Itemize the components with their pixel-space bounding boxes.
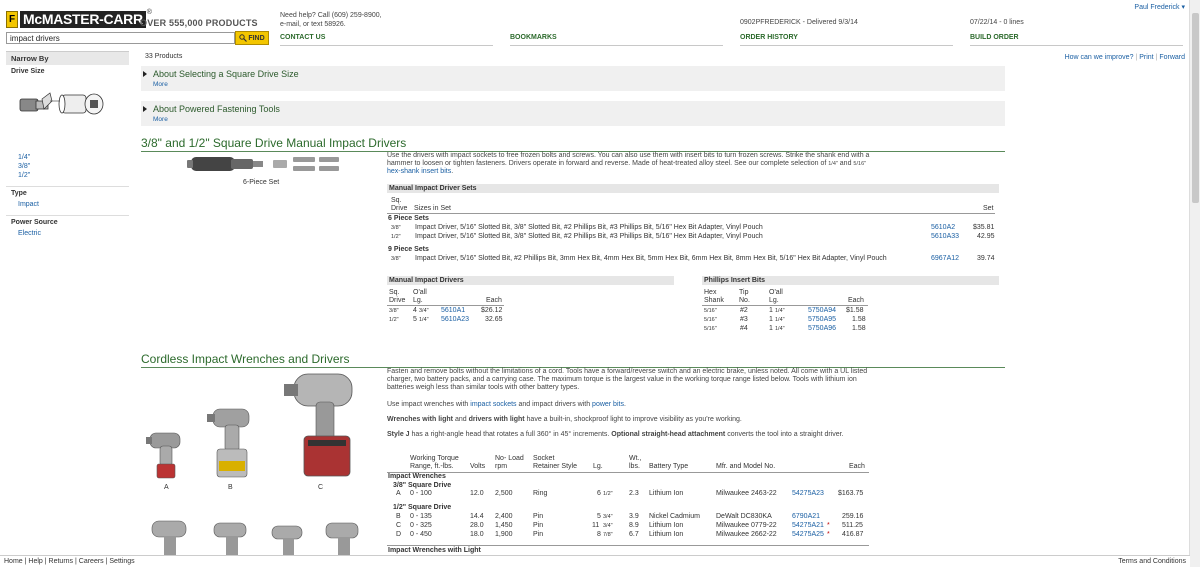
find-label: FIND [248, 34, 265, 42]
table-row[interactable] [387, 316, 507, 325]
nav-build-order[interactable] [970, 34, 1183, 46]
image-caption: B [228, 484, 233, 491]
cell-style: C [396, 522, 402, 529]
impact-wrench-a-image[interactable] [146, 430, 186, 482]
part-number-link[interactable]: 5750A94 [808, 307, 837, 314]
product-count: 33 Products [145, 53, 183, 60]
cell-retainer: Pin [533, 513, 544, 520]
part-number-link[interactable]: 5610A2 [931, 224, 956, 231]
cell-tip: #3 [740, 316, 748, 323]
col-each: Each [486, 297, 502, 304]
cell-volts: 28.0 [470, 522, 484, 529]
cell-style: A [396, 490, 401, 497]
filter-power-electric[interactable]: Electric [18, 230, 41, 237]
cell-battery: Lithium Ion [649, 522, 684, 529]
cell-range: 0 - 450 [410, 531, 432, 538]
cell-weight: 8.9 [629, 522, 639, 529]
col-tip: Tip [739, 289, 749, 296]
filter-drive-3-8[interactable]: 3/8" [18, 163, 31, 170]
table-row[interactable] [387, 233, 997, 242]
cell-retainer: Pin [533, 531, 544, 538]
mcmaster-logo[interactable] [6, 9, 152, 29]
logo-mark: F [6, 11, 18, 28]
table-row[interactable] [387, 224, 997, 233]
table-row[interactable] [702, 325, 870, 334]
nav-label: BUILD ORDER [970, 34, 1019, 41]
cell-sizes: Impact Driver, 5/16" Slotted Bit, #2 Phillips Bit, 3mm Hex Bit, 4mm Hex Bit, 5mm Hex Bit, 6mm Hex Bit, 8mm Hex Bit, 5/16" Hex Bit Adapter, Vinyl Pouch [415, 255, 887, 262]
col-lg: Lg. [413, 297, 423, 304]
cell-tip: #4 [740, 325, 748, 332]
cell-drive: 3/8" [389, 308, 399, 314]
cell-weight: 6.7 [629, 531, 639, 538]
help-line-2: e-mail, or text 58926. [280, 21, 346, 28]
search-icon [239, 34, 247, 42]
order-date[interactable]: 07/22/14 - 0 lines [970, 19, 1024, 26]
cell-range: 0 - 100 [410, 490, 432, 497]
cell-lg-whole: 4 [413, 307, 417, 314]
text: Use impact wrenches with [387, 401, 471, 408]
footer-returns-link[interactable]: Returns [48, 558, 74, 565]
cell-mfr: Milwaukee 2662-22 [716, 531, 777, 538]
part-number-link[interactable]: 54275A25 [792, 531, 824, 538]
filter-drive-1-4[interactable]: 1/4" [18, 154, 31, 161]
col-volts: Volts [470, 463, 486, 470]
logo-registered: ® [146, 9, 152, 16]
cell-price: $26.12 [481, 307, 503, 314]
accordion-title[interactable]: About Selecting a Square Drive Size [153, 69, 299, 79]
cell-style: D [396, 531, 402, 538]
footer-settings-link[interactable]: Settings [109, 558, 135, 565]
help-text [280, 11, 400, 29]
text: has a right-angle head that rotates a full 360° in 45° increments. [409, 431, 612, 438]
cell-retainer: Ring [533, 490, 548, 497]
cell-mfr: DeWalt DC830KA [716, 513, 772, 520]
power-bits-link[interactable]: power bits [592, 401, 624, 408]
cell-drive: 1/2" [391, 234, 401, 240]
impact-wrench-b-image[interactable] [207, 405, 257, 481]
cell-battery: Lithium Ion [649, 490, 684, 497]
terms-link[interactable]: Terms and Conditions [1118, 558, 1186, 565]
expand-arrow-icon[interactable] [143, 71, 147, 77]
cordless-desc-3 [387, 416, 873, 424]
forward-link[interactable]: Forward [1159, 54, 1185, 61]
drive-size-illustration [6, 78, 129, 127]
cordless-desc-2 [387, 401, 873, 409]
impact-driver-set-image[interactable] [185, 152, 345, 178]
col-lbs: lbs. [629, 463, 640, 470]
image-caption: A [164, 484, 169, 491]
cell-price: $163.75 [838, 490, 864, 497]
col-each: Each [848, 297, 864, 304]
user-menu[interactable]: Paul Frederick ▾ [1134, 4, 1185, 11]
col-mfr: Mfr. and Model No. [716, 463, 776, 470]
col-no: No. [739, 297, 750, 304]
section-heading-cordless: Cordless Impact Wrenches and Drivers [141, 352, 1005, 368]
help-line-1: Need help? Call (609) 259-8900, [280, 12, 382, 19]
col-socket: Socket [533, 455, 555, 462]
footer-careers-link[interactable]: Careers [78, 558, 104, 565]
logo-text: McMASTER-CARR [20, 11, 146, 28]
cell-lg-frac: 1/2" [603, 491, 613, 497]
hex-shank-bits-link[interactable]: hex-shank insert bits [387, 168, 452, 176]
cell-lg-frac: 1/4" [419, 317, 429, 323]
section-heading-manual: 3/8" and 1/2" Square Drive Manual Impact Drivers [141, 136, 1005, 152]
cell-volts: 12.0 [470, 490, 484, 497]
table-title-drivers: Manual Impact Drivers [387, 276, 674, 285]
impact-driver-row-image[interactable] [146, 518, 376, 555]
table-row[interactable] [387, 307, 507, 316]
order-status[interactable]: 0902PFREDERICK - Delivered 9/3/14 [740, 19, 858, 26]
cell-lg-whole: 8 [597, 531, 601, 538]
col-sq: Sq. [391, 197, 402, 204]
col-rpm: rpm [495, 463, 508, 470]
group-impact-wrenches: Impact Wrenches [388, 473, 446, 480]
print-link[interactable]: Print [1139, 54, 1154, 61]
nav-bookmarks[interactable] [510, 34, 723, 46]
cell-price: 1.58 [852, 325, 866, 332]
cell-range: 0 - 325 [410, 522, 432, 529]
impact-wrench-c-image[interactable] [284, 368, 364, 482]
cordless-desc-1: Fasten and remove bolts without the limitations of a cord. Tools have a forward/reverse switch and an electric brake, unless noted. All come with a UL listed charger, two battery packs, and a carrying case. The maximum torque is the largest value in the working torque range listed below. Tools with lithium ion batteries weigh less than similar tools with other battery types. [387, 368, 868, 392]
cell-mfr: Milwaukee 0779-22 [716, 522, 777, 529]
col-hex: Hex [704, 289, 717, 296]
drive-size-label: Drive Size [11, 68, 45, 75]
desc-size-1-4: 1/4" [828, 161, 838, 168]
col-lg: Lg. [769, 297, 779, 304]
col-set: Set [983, 205, 994, 212]
cell-price: 259.16 [842, 513, 864, 520]
cell-price: 42.95 [977, 233, 995, 240]
part-number-link[interactable]: 54275A23 [792, 490, 824, 497]
accordion-title[interactable]: About Powered Fastening Tools [153, 104, 280, 114]
cell-mfr: Milwaukee 2463-22 [716, 490, 777, 497]
desc-and: and [837, 160, 854, 168]
cell-retainer: Pin [533, 522, 544, 529]
col-noload: No- Load [495, 455, 524, 462]
table-row[interactable] [387, 522, 869, 531]
cell-price: 511.25 [842, 522, 863, 529]
footer-home-link[interactable]: Home [4, 558, 23, 565]
cell-lg-frac: 1/4" [775, 326, 785, 332]
vertical-scrollbar[interactable] [1189, 0, 1200, 567]
bold-text: Optional straight-head attachment [611, 431, 726, 438]
header-rule [387, 305, 504, 306]
col-wt: Wt., [629, 455, 642, 462]
filter-drive-1-2[interactable]: 1/2" [18, 172, 31, 179]
table-title-phillips: Phillips Insert Bits [702, 276, 999, 285]
type-label: Type [11, 190, 27, 197]
col-drive: Drive [391, 205, 408, 212]
cell-lg-whole: 1 [769, 325, 773, 332]
sidebar [6, 51, 129, 238]
cell-volts: 18.0 [470, 531, 484, 538]
nav-label: ORDER HISTORY [740, 34, 798, 41]
cell-price: 1.58 [852, 316, 866, 323]
cordless-desc-4 [387, 431, 873, 439]
cell-rpm: 2,500 [495, 490, 513, 497]
page-actions: How can we improve? | Print | Forward [1064, 54, 1185, 61]
subgroup-3-8-drive: 3/8" Square Drive [393, 482, 452, 489]
nav-label: CONTACT US [280, 34, 326, 41]
col-torque: Working Torque [410, 455, 459, 462]
cell-battery: Lithium Ion [649, 531, 684, 538]
table-row[interactable] [387, 490, 869, 499]
cell-lg-whole: 11 [592, 522, 600, 529]
part-number-link[interactable]: 6790A21 [792, 513, 821, 520]
note-star: * [827, 522, 830, 529]
cell-battery: Nickel Cadmium [649, 513, 700, 520]
expand-arrow-icon[interactable] [143, 106, 147, 112]
cell-tip: #2 [740, 307, 748, 314]
manual-description [387, 152, 873, 177]
text: and impact drivers with [516, 401, 593, 408]
bold-text: Wrenches with light [387, 416, 453, 423]
col-sizes: Sizes in Set [414, 205, 451, 212]
bold-text: Style J [387, 431, 410, 438]
narrow-by-title: Narrow By [6, 51, 129, 65]
nav-contact-us[interactable] [280, 34, 493, 46]
cell-lg-frac: 3/4" [419, 308, 429, 314]
impact-sockets-link[interactable]: impact sockets [470, 401, 517, 408]
subgroup-1-2-drive: 1/2" Square Drive [393, 504, 452, 511]
nav-label: BOOKMARKS [510, 34, 557, 41]
cell-drive: 3/8" [391, 256, 401, 262]
header-rule [702, 305, 868, 306]
part-number-link[interactable]: 5750A95 [808, 316, 837, 323]
cell-rpm: 1,450 [495, 522, 513, 529]
cell-lg-whole: 6 [597, 490, 601, 497]
filter-type-impact[interactable]: Impact [18, 201, 40, 208]
cell-weight: 3.9 [629, 513, 639, 520]
cell-lg-frac: 3/4" [603, 514, 613, 520]
cell-lg-whole: 5 [413, 316, 417, 323]
cell-lg-frac: 1/4" [775, 317, 785, 323]
cell-volts: 14.4 [470, 513, 484, 520]
cell-price: 39.74 [977, 255, 995, 262]
cell-drive: 1/2" [389, 317, 399, 323]
tagline: OVER 555,000 PRODUCTS [140, 18, 258, 28]
desc-end: . [451, 168, 454, 176]
cell-lg-frac: 1/4" [775, 308, 785, 314]
search-input[interactable] [6, 32, 235, 44]
col-shank: Shank [704, 297, 724, 304]
cell-shank: 5/16" [704, 326, 717, 332]
cell-price: $35.81 [973, 224, 995, 231]
table-row[interactable] [387, 531, 869, 540]
text: converts the tool into a straight driver. [725, 431, 844, 438]
col-each: Each [849, 463, 865, 470]
footer [0, 555, 1190, 568]
group-9-piece: 9 Piece Sets [388, 246, 429, 253]
col-battery: Battery Type [649, 463, 689, 470]
cell-lg-whole: 1 [769, 307, 773, 314]
footer-links: Home | Help | Returns | Careers | Settings [4, 558, 135, 565]
cell-price: 416.87 [842, 531, 864, 538]
header-rule [387, 472, 869, 473]
group-rule [387, 545, 869, 546]
table-row[interactable] [702, 307, 870, 316]
cell-lg-frac: 7/8" [603, 532, 613, 538]
col-lg: Lg. [593, 463, 603, 470]
col-oall: O'all [769, 289, 783, 296]
part-number-link[interactable]: 5610A23 [441, 316, 470, 323]
cell-lg-whole: 1 [769, 316, 773, 323]
table-row[interactable] [702, 316, 870, 325]
cell-sizes: Impact Driver, 5/16" Slotted Bit, 3/8" Slotted Bit, #2 Phillips Bit, #3 Phillips Bit, 5/16" Hex Bit Adapter, Vinyl Pouch [415, 224, 763, 231]
cell-price: $1.58 [846, 307, 864, 314]
cell-price: 32.65 [485, 316, 503, 323]
image-caption: 6-Piece Set [243, 179, 280, 186]
part-number-link[interactable]: 6967A12 [931, 255, 960, 262]
power-source-label: Power Source [11, 219, 58, 226]
bold-text: drivers with light [468, 416, 525, 423]
part-number-link[interactable]: 5610A33 [931, 233, 960, 240]
text: . [623, 401, 626, 408]
scrollbar-thumb[interactable] [1192, 13, 1199, 203]
find-button[interactable] [235, 31, 269, 45]
col-drive: Drive [389, 297, 406, 304]
header-rule [387, 213, 995, 214]
cell-weight: 2.3 [629, 490, 639, 497]
footer-help-link[interactable]: Help [28, 558, 43, 565]
table-row[interactable] [387, 513, 869, 522]
cell-shank: 5/16" [704, 308, 717, 314]
accordion-powered-fastening[interactable] [141, 101, 1005, 126]
part-number-link[interactable]: 54275A21 [792, 522, 824, 529]
cell-rpm: 1,900 [495, 531, 513, 538]
cell-lg-whole: 5 [597, 513, 601, 520]
image-caption: C [318, 484, 324, 491]
manual-desc-text: Use the drivers with impact sockets to free frozen bolts and screws. You can also use them with insert bits to turn frozen screws. Strike the shank end with a hammer to loosen or tighten fasteners. Drivers operate in forward and reverse. Made of heat-treated alloy steel. See our complete selection of [387, 152, 870, 168]
text: have a built-in, shockproof light to improve visibility as you're working. [524, 416, 742, 423]
cell-sizes: Impact Driver, 5/16" Slotted Bit, 3/8" Slotted Bit, #2 Phillips Bit, #3 Phillips Bit, 5/16" Hex Bit Adapter, Vinyl Pouch [415, 233, 763, 240]
table-title-sets: Manual Impact Driver Sets [387, 184, 999, 193]
cell-drive: 3/8" [391, 225, 401, 231]
improve-link[interactable]: How can we improve? [1064, 54, 1134, 61]
cell-range: 0 - 135 [410, 513, 432, 520]
more-link[interactable]: More [153, 81, 168, 88]
cell-style: B [396, 513, 401, 520]
text: and [453, 416, 469, 423]
note-star: * [827, 531, 830, 538]
more-link[interactable]: More [153, 116, 168, 123]
cell-rpm: 2,400 [495, 513, 513, 520]
cell-shank: 5/16" [704, 317, 717, 323]
group-wrenches-with-light: Impact Wrenches with Light [388, 547, 481, 554]
part-number-link[interactable]: 5750A96 [808, 325, 837, 332]
group-6-piece: 6 Piece Sets [388, 215, 429, 222]
col-sq: Sq. [389, 289, 400, 296]
cell-lg-frac: 3/4" [603, 523, 613, 529]
col-retainer: Retainer Style [533, 463, 577, 470]
nav-order-history[interactable] [740, 34, 953, 46]
table-row[interactable] [387, 255, 997, 264]
col-torque-range: Range, ft.-lbs. [410, 463, 454, 470]
part-number-link[interactable]: 5610A1 [441, 307, 466, 314]
accordion-square-drive[interactable] [141, 66, 1005, 91]
desc-size-5-16: 5/16" [853, 161, 867, 168]
col-oall: O'all [413, 289, 427, 296]
